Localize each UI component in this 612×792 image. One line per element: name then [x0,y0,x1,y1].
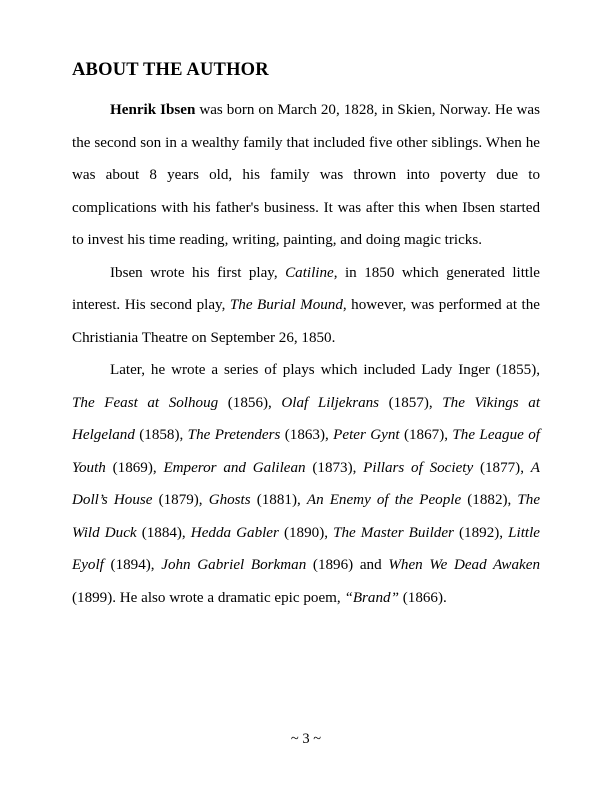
text-segment: was born on March 20, 1828, in Skien, Norway. He was the second son in a wealthy family that included five other siblings. When he was about 8 years old, his family was thrown into poverty due to complications with his father's business. It was after this when Ibsen started to invest his time reading, writing, painting, and doing magic tricks. [72,102,540,248]
text-segment: The Feast at Solhoug [72,394,219,411]
text-segment: (1857), [379,394,443,411]
text-segment: (1866). [398,589,447,606]
text-segment: Later, he wrote a series of plays which included Lady Inger (1855), [110,362,540,378]
text-segment: The Master Builder [333,524,454,541]
page-title: ABOUT THE AUTHOR [72,60,269,80]
paragraph-first-plays [72,257,540,355]
text-segment: (1896) and [306,557,389,573]
text-segment: Pillars of Society [363,459,474,476]
text-segment: (1884), [136,524,191,541]
text-segment: (1858), [134,427,188,443]
text-segment: The Wild Duck [72,492,541,541]
text-segment: , in 1850 which generated little interest. His second play, [72,264,540,313]
text-segment: (1894), [103,557,162,573]
text-segment: Catiline [285,264,334,281]
text-segment: Olaf Liljekrans [281,394,380,411]
text-segment: The Pretenders [187,427,281,443]
text-segment: (1879), [152,492,209,508]
text-segment: “Brand” [344,589,399,606]
text-segment: (1856), [218,394,282,411]
text-segment: The Burial Mound [229,297,343,313]
text-segment: Ghosts [208,492,251,508]
text-segment: The League of Youth [72,427,540,476]
text-segment: Little Eyolf [72,524,540,573]
text-segment: When We Dead Awaken [388,557,540,573]
text-segment: Emperor and Galilean [163,459,306,476]
text-segment: (1882), [461,492,518,508]
text-segment: A Doll’s House [72,459,540,508]
text-segment: Hedda Gabler [190,524,279,541]
paragraph-later-plays [72,354,540,614]
text-segment: An Enemy of the People [306,492,462,508]
page-content [72,60,540,614]
text-segment: John Gabriel Borkman [161,557,307,573]
text-segment: (1869), [105,459,164,476]
text-segment: (1877), [473,459,531,476]
text-segment: Ibsen wrote his first play, [110,264,286,281]
text-segment: The Vikings at Helgeland [72,394,541,443]
text-segment: (1892), [453,524,509,541]
text-segment: (1873), [305,459,364,476]
text-segment: (1867), [399,427,453,443]
text-segment: , however, was performed at the Christiania Theatre on September 26, 1850. [72,297,540,346]
text-segment: (1863), [280,427,334,443]
text-segment: (1899). He also wrote a dramatic epic poem, [72,589,345,606]
text-segment: (1890), [278,524,334,541]
text-segment: Peter Gynt [333,427,400,443]
text-segment: (1881), [250,492,307,508]
page-number: ~ 3 ~ [290,731,322,747]
paragraph-author-bio [72,94,540,257]
text-segment: Henrik Ibsen [110,102,196,118]
